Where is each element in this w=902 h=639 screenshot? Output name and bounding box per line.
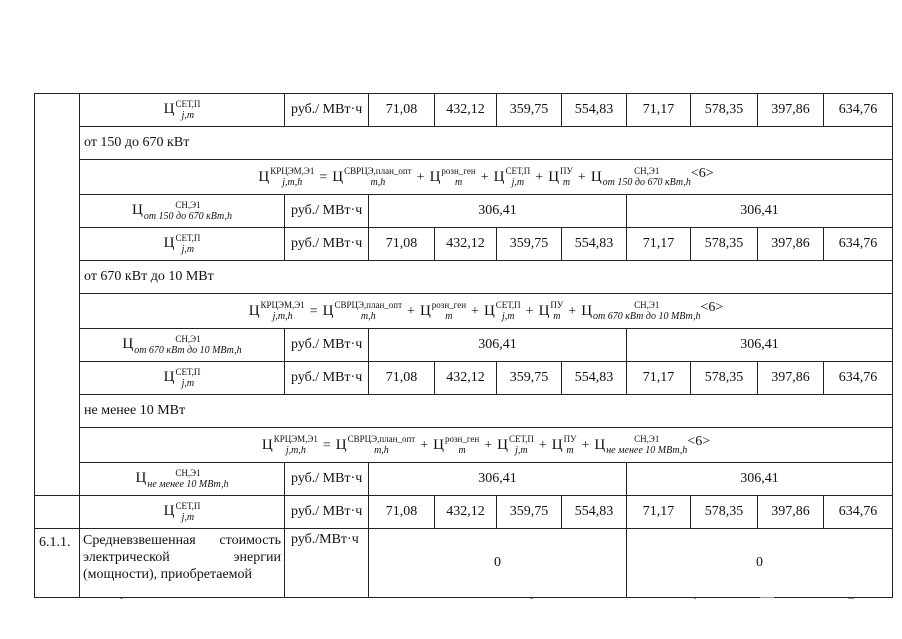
- symbol-subscript: j,m: [515, 445, 528, 457]
- section-title-row: [35, 127, 893, 160]
- symbol-subscript: j,m: [501, 311, 515, 323]
- operator: +: [538, 437, 547, 453]
- symbol-cell: [80, 463, 285, 496]
- value-cell: 634,76: [824, 496, 893, 529]
- symbol-indices: [134, 334, 241, 356]
- tariff-symbol: [163, 233, 201, 255]
- merged-value-cell: 306,41: [369, 329, 627, 362]
- symbol-letter: Ц: [335, 436, 347, 453]
- scan-artifact: [530, 598, 533, 599]
- symbol-letter: Ц: [322, 302, 334, 319]
- symbol-indices: [505, 166, 530, 188]
- symbol-superscript: СН,Э1: [634, 166, 660, 177]
- value-cell: 578,35: [691, 496, 758, 529]
- table-row: [35, 496, 893, 529]
- symbol-indices: [550, 300, 563, 322]
- merged-value-cell: 0: [627, 529, 893, 598]
- value-cell: 432,12: [435, 94, 497, 127]
- value-cell: 71,08: [369, 228, 435, 261]
- symbol-superscript: СЕТ,П: [175, 367, 201, 377]
- scan-artifact: [120, 598, 123, 599]
- symbol-subscript: от 670 кВт до 10 МВт,h: [134, 345, 242, 356]
- table-row: [35, 463, 893, 496]
- symbol-indices: [593, 300, 700, 322]
- symbol-letter: Ц: [248, 302, 260, 319]
- symbol-indices: [147, 468, 228, 490]
- symbol-letter: Ц: [429, 168, 441, 185]
- tariff-symbol: [163, 99, 201, 121]
- merged-value-cell: 306,41: [627, 329, 893, 362]
- section-index-cell: [35, 496, 80, 529]
- symbol-superscript: розн_ген: [444, 434, 480, 445]
- tariff-symbol: [163, 501, 201, 523]
- formula-row: [35, 294, 893, 329]
- tariff-table: [34, 93, 893, 598]
- symbol-superscript: СЕТ,П: [175, 233, 201, 243]
- symbol-indices: [348, 434, 416, 456]
- tariff-symbol: [335, 434, 416, 457]
- section-title-row: [35, 261, 893, 294]
- symbol-letter: Ц: [163, 369, 175, 386]
- formula-cell: [80, 294, 893, 329]
- merged-value-cell: 306,41: [627, 195, 893, 228]
- symbol-indices: [445, 434, 479, 456]
- symbol-indices: [175, 501, 200, 523]
- value-cell: 634,76: [824, 228, 893, 261]
- symbol-subscript: j,m: [181, 244, 195, 255]
- symbol-superscript: СЕТ,П: [175, 501, 201, 511]
- value-cell: 554,83: [562, 94, 627, 127]
- value-cell: 71,17: [627, 228, 691, 261]
- symbol-subscript: m: [445, 311, 453, 323]
- unit-cell: руб./МВт·ч: [285, 529, 369, 598]
- symbol-superscript: СН,Э1: [634, 434, 660, 445]
- value-cell: 554,83: [562, 362, 627, 395]
- symbol-superscript: СЕТ,П: [175, 99, 201, 109]
- symbol-letter: Ц: [163, 235, 175, 252]
- tariff-symbol: [135, 468, 229, 490]
- section-title: не менее 10 МВт: [80, 395, 893, 428]
- section-title-row: [35, 395, 893, 428]
- value-cell: 71,08: [369, 496, 435, 529]
- footnote-ref: <6>: [700, 299, 724, 315]
- symbol-indices: [606, 434, 687, 456]
- symbol-letter: Ц: [548, 168, 560, 185]
- symbol-indices: [344, 166, 412, 188]
- tariff-symbol: [322, 300, 403, 323]
- tariff-symbol: [433, 434, 480, 457]
- symbol-indices: [175, 99, 200, 121]
- symbol-letter: Ц: [131, 202, 143, 219]
- symbol-subscript: m: [562, 177, 571, 189]
- symbol-letter: Ц: [483, 302, 495, 319]
- symbol-indices: [603, 166, 691, 188]
- value-cell: 397,86: [758, 94, 824, 127]
- operator: +: [416, 169, 425, 185]
- value-cell: 432,12: [435, 496, 497, 529]
- value-cell: 634,76: [824, 94, 893, 127]
- symbol-indices: [496, 300, 521, 322]
- formula-row: [35, 428, 893, 463]
- value-cell: 554,83: [562, 228, 627, 261]
- operator: =: [322, 437, 331, 453]
- symbol-subscript: m,h: [360, 311, 376, 323]
- tariff-symbol: [429, 166, 476, 189]
- tariff-symbol: [493, 166, 531, 189]
- tariff-symbol: [551, 434, 577, 457]
- symbol-cell: [80, 195, 285, 228]
- symbol-indices: [274, 434, 318, 456]
- operator: +: [480, 169, 489, 185]
- symbol-cell: [80, 496, 285, 529]
- formula-cell: [80, 160, 893, 195]
- symbol-subscript: m: [566, 445, 574, 457]
- value-cell: 71,17: [627, 94, 691, 127]
- symbol-superscript: ПУ: [563, 434, 577, 445]
- unit-cell: руб./ МВт·ч: [285, 329, 369, 362]
- symbol-letter: Ц: [163, 101, 175, 118]
- operator: +: [535, 169, 544, 185]
- symbol-letter: Ц: [261, 436, 273, 453]
- value-cell: 578,35: [691, 362, 758, 395]
- symbol-subscript: m,h: [374, 445, 389, 457]
- section-title: от 670 кВт до 10 МВт: [80, 261, 893, 294]
- symbol-subscript: от 670 кВт до 10 МВт,h: [593, 311, 701, 323]
- table-row: [35, 329, 893, 362]
- symbol-superscript: СН,Э1: [175, 200, 201, 210]
- symbol-letter: Ц: [594, 436, 606, 453]
- tariff-symbol: [419, 300, 467, 323]
- tariff-symbol: [548, 166, 573, 189]
- symbol-letter: Ц: [551, 436, 563, 453]
- symbol-subscript: j,m: [181, 378, 195, 389]
- tariff-symbol: [581, 300, 701, 323]
- symbol-superscript: СВРЦЭ,план_опт: [347, 434, 416, 445]
- operator: +: [484, 437, 493, 453]
- value-cell: 359,75: [497, 362, 562, 395]
- symbol-subscript: от 150 до 670 кВт,h: [143, 211, 232, 222]
- value-cell: 359,75: [497, 496, 562, 529]
- table-row: [35, 362, 893, 395]
- table-row: [35, 195, 893, 228]
- unit-cell: руб./ МВт·ч: [285, 94, 369, 127]
- symbol-subscript: j,m: [181, 512, 195, 523]
- symbol-superscript: СЕТ,П: [508, 434, 534, 445]
- symbol-letter: Ц: [163, 503, 175, 520]
- value-cell: 578,35: [691, 94, 758, 127]
- symbol-superscript: ПУ: [550, 300, 564, 311]
- section-index-cell: [35, 94, 80, 496]
- symbol-indices: [560, 166, 573, 188]
- operator: +: [577, 169, 586, 185]
- merged-value-cell: 0: [369, 529, 627, 598]
- merged-value-cell: 306,41: [369, 195, 627, 228]
- operator: +: [471, 303, 479, 319]
- operator: =: [309, 303, 318, 319]
- symbol-superscript: КРЦЭМ,Э1: [270, 166, 315, 177]
- symbol-letter: Ц: [581, 302, 593, 319]
- value-cell: 397,86: [758, 228, 824, 261]
- symbol-indices: [509, 434, 534, 456]
- symbol-indices: [270, 166, 314, 188]
- symbol-superscript: СН,Э1: [634, 300, 660, 311]
- symbol-subscript: j,m: [511, 177, 525, 189]
- symbol-superscript: ПУ: [560, 166, 573, 177]
- tariff-symbol: [122, 334, 242, 356]
- value-cell: 634,76: [824, 362, 893, 395]
- symbol-superscript: розн_ген: [441, 166, 476, 177]
- symbol-subscript: m,h: [370, 177, 386, 189]
- operator: =: [319, 169, 328, 185]
- symbol-superscript: розн_ген: [431, 300, 467, 311]
- tariff-symbol: [258, 166, 315, 189]
- symbol-letter: Ц: [419, 302, 431, 319]
- value-cell: 71,17: [627, 496, 691, 529]
- symbol-cell: [80, 94, 285, 127]
- unit-cell: руб./ МВт·ч: [285, 362, 369, 395]
- footnote-ref: <6>: [687, 433, 711, 449]
- unit-cell: руб./ МВт·ч: [285, 463, 369, 496]
- symbol-indices: [261, 300, 305, 322]
- table-row: [35, 529, 893, 598]
- symbol-cell: [80, 329, 285, 362]
- value-cell: 359,75: [497, 228, 562, 261]
- symbol-letter: Ц: [497, 436, 508, 453]
- table-body: [35, 94, 893, 598]
- symbol-letter: Ц: [332, 168, 344, 185]
- scan-artifact: [760, 597, 774, 598]
- symbol-subscript: от 150 до 670 кВт,h: [602, 177, 691, 189]
- value-cell: 71,17: [627, 362, 691, 395]
- symbol-subscript: j,m,h: [285, 445, 306, 457]
- symbol-letter: Ц: [122, 336, 134, 353]
- row-description: Средневзвешенная стоимость электрической энергии (мощности), приобретаемой: [80, 529, 285, 598]
- symbol-letter: Ц: [258, 168, 270, 185]
- table-row: [35, 228, 893, 261]
- unit-cell: руб./ МВт·ч: [285, 195, 369, 228]
- tariff-symbol: [590, 166, 691, 189]
- section-title: от 150 до 670 кВт: [80, 127, 893, 160]
- symbol-subscript: m: [553, 311, 561, 323]
- scan-artifact: [848, 598, 854, 599]
- footnote-ref: <6>: [690, 165, 714, 181]
- symbol-letter: Ц: [135, 470, 147, 487]
- symbol-indices: [432, 300, 466, 322]
- tariff-symbol: [497, 434, 534, 457]
- symbol-letter: Ц: [433, 436, 444, 453]
- value-cell: 397,86: [758, 496, 824, 529]
- merged-value-cell: 306,41: [369, 463, 627, 496]
- operator: +: [581, 437, 590, 453]
- symbol-letter: Ц: [538, 302, 550, 319]
- symbol-indices: [441, 166, 475, 188]
- value-cell: 432,12: [435, 228, 497, 261]
- tariff-symbol: [248, 300, 305, 323]
- symbol-subscript: j,m,h: [272, 311, 293, 323]
- value-cell: 432,12: [435, 362, 497, 395]
- symbol-superscript: СВРЦЭ,план_опт: [344, 166, 412, 177]
- symbol-subscript: не менее 10 МВт,h: [147, 479, 229, 490]
- value-cell: 71,08: [369, 94, 435, 127]
- symbol-letter: Ц: [493, 168, 505, 185]
- value-cell: 578,35: [691, 228, 758, 261]
- symbol-superscript: СЕТ,П: [495, 300, 521, 311]
- formula-row: [35, 160, 893, 195]
- row-index: 6.1.1.: [35, 529, 80, 598]
- tariff-symbol: [332, 166, 412, 189]
- tariff-symbol: [261, 434, 318, 457]
- symbol-superscript: СВРЦЭ,план_опт: [334, 300, 403, 311]
- symbol-cell: [80, 362, 285, 395]
- symbol-subscript: не менее 10 МВт,h: [606, 445, 688, 457]
- symbol-superscript: КРЦЭМ,Э1: [273, 434, 318, 445]
- symbol-indices: [564, 434, 577, 456]
- symbol-indices: [334, 300, 402, 322]
- symbol-indices: [144, 200, 232, 222]
- symbol-subscript: j,m: [181, 110, 195, 121]
- symbol-indices: [175, 233, 200, 255]
- symbol-superscript: КРЦЭМ,Э1: [260, 300, 305, 311]
- scan-artifact: [694, 598, 696, 599]
- unit-cell: руб./ МВт·ч: [285, 228, 369, 261]
- operator: +: [525, 303, 534, 319]
- operator: +: [420, 437, 429, 453]
- unit-cell: руб./ МВт·ч: [285, 496, 369, 529]
- merged-value-cell: 306,41: [627, 463, 893, 496]
- symbol-subscript: m: [454, 177, 463, 189]
- formula-cell: [80, 428, 893, 463]
- symbol-superscript: СН,Э1: [175, 468, 201, 478]
- symbol-superscript: СН,Э1: [175, 334, 201, 344]
- value-cell: 71,08: [369, 362, 435, 395]
- tariff-symbol: [131, 200, 232, 222]
- table-row: [35, 94, 893, 127]
- tariff-symbol: [483, 300, 521, 323]
- value-cell: 359,75: [497, 94, 562, 127]
- symbol-subscript: m: [458, 445, 466, 457]
- symbol-subscript: j,m,h: [282, 177, 303, 189]
- value-cell: 397,86: [758, 362, 824, 395]
- symbol-indices: [175, 367, 200, 389]
- operator: +: [568, 303, 577, 319]
- tariff-symbol: [538, 300, 564, 323]
- symbol-cell: [80, 228, 285, 261]
- tariff-symbol: [594, 434, 688, 457]
- symbol-letter: Ц: [590, 168, 602, 185]
- value-cell: 554,83: [562, 496, 627, 529]
- operator: +: [407, 303, 415, 319]
- tariff-symbol: [163, 367, 201, 389]
- symbol-superscript: СЕТ,П: [505, 166, 531, 177]
